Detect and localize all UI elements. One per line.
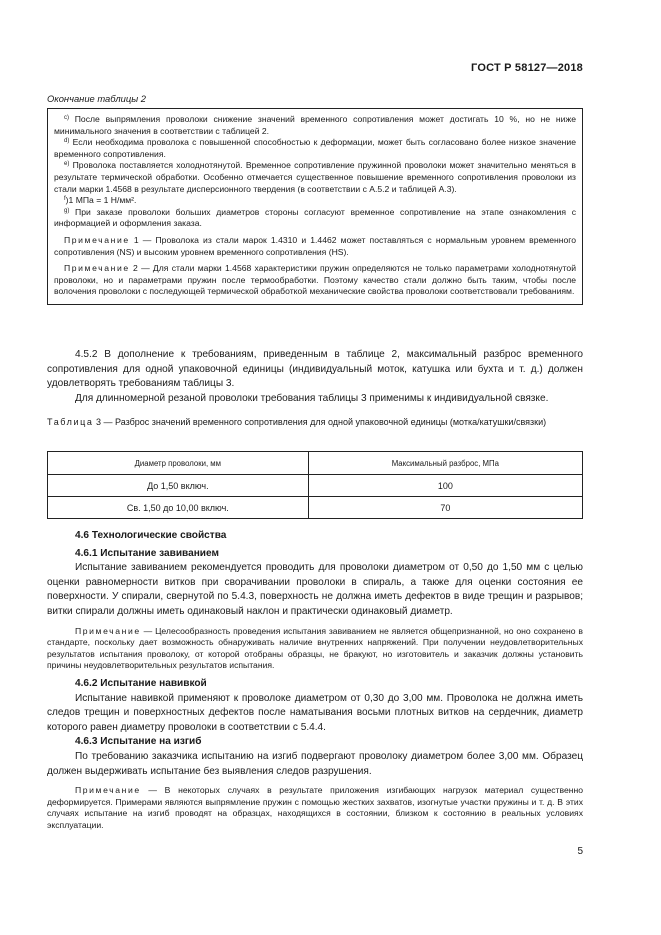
footnote-e: $^{e)}$ Проволока поставляется холоднотянутой. Временное сопротивление пружинной проволоки может значительно меняться в результате термической обработки. Особенно отмечается существенное повышение временного сопротивления проволоки из стали марки 1.4568 в результате дисперсионного твердения (в соответствии с А.5.2 и таблицей А.3). bbox=[54, 160, 576, 194]
paragraph-4-5-2-bundle: Для длинномерной резаной проволоки требования таблицы 3 применимы к индивидуальной связке. bbox=[75, 392, 549, 404]
table2-note-1: Примечание 1 — Проволока из стали марок 1.4310 и 1.4462 может поставляться с нормальным уровнем временного сопротивления (NS) и высоким уровнем временного сопротивления (HS). bbox=[54, 234, 576, 257]
paragraph-4-5-2: 4.5.2 В дополнение к требованиям, приведенным в таблице 2, максимальный разброс временного сопротивления для одной упаковочной единицы (индивидуальный моток, катушка или бухта и т. д.) должен удовлетворять требованиям таблицы 3. bbox=[47, 349, 583, 390]
table-header-row bbox=[48, 452, 583, 475]
heading-4-6-2: 4.6.2 Испытание навивкой bbox=[75, 677, 207, 689]
footnote-f: $^f$)1 МПа = 1 Н/мм². bbox=[64, 195, 137, 206]
note-4-6-1: Примечание — Целесообразность проведения испытания завиванием не является общепризнанной, но оно сохранено в стандарте, поскольку дает возможность обнаруживать наличие внутренних напряжений. При получении неудовлетворительных результатов испытания проволоку, от которой отобраны образцы, не бракуют, но изготовитель и заказчик должны установить причины неудовлетворительных результатов испытания. bbox=[47, 625, 583, 671]
paragraph-4-6-2: Испытание навивкой применяют к проволоке диаметром от 0,30 до 3,00 мм. Проволока не должна иметь следов трещин и поверхностных дефектов после наматывания восьми плотных витков на сердечник, диаметр которого равен диаметру проволоки в соответствии с 5.4.4. bbox=[47, 692, 583, 733]
table2-footnotes-box bbox=[47, 108, 583, 305]
page-number: 5 bbox=[577, 846, 583, 857]
heading-4-6-3: 4.6.3 Испытание на изгиб bbox=[75, 736, 202, 748]
heading-4-6: 4.6 Технологические свойства bbox=[75, 530, 227, 541]
table2-note-2: Примечание 2 — Для стали марки 1.4568 характеристики пружин определяются не только параметрами холоднотянутой проволоки, но и параметрами пружин после термообработки. Поэтому качество стали должно быть таким, чтобы после волочения проволоки с последующей термической обработкой механические свойства проволоки соответствовали требованиям. bbox=[54, 263, 576, 297]
table-row bbox=[48, 497, 583, 519]
standard-header: ГОСТ Р 58127—2018 bbox=[471, 62, 583, 74]
footnote-g: $^{g)}$ При заказе проволоки больших диаметров стороны согласуют временное сопротивление на этапе ознакомления с информацией и оформления заказа. bbox=[54, 206, 576, 229]
table3-caption: Таблица 3 — Разброс значений временного сопротивления для одной упаковочной единицы (мотка/катушки/связки) bbox=[47, 417, 547, 427]
section-4-5-2 bbox=[47, 348, 583, 406]
cell-diameter: До 1,50 включ. bbox=[48, 475, 309, 497]
cell-diameter: Св. 1,50 до 10,00 включ. bbox=[48, 497, 309, 519]
paragraph-4-6-1: Испытание завиванием рекомендуется проводить для проволоки диаметром от 0,50 до 1,50 мм с целью оценки равномерности витков при сворачивании проволоки в спираль, а также для оценки состояния ее поверхности. У спирали, свернутой по 5.4.3, поверхность не должна иметь дефектов в виде трещин и разрывов; витки спирали должны иметь одинаковый наклон и практически одинаковый диаметр. bbox=[47, 562, 583, 617]
footnote-c: $^{c)}$ После выпрямления проволоки снижение значений временного сопротивления может достигать 10 %, но не ниже минимального значения в соответствии с таблицей 2. bbox=[54, 114, 576, 136]
note-4-6-3: Примечание — В некоторых случаях в результате приложения изгибающих нагрузок материал существенно деформируется. Примерами являются выпрямление пружин с помощью жестких захватов, изогнутые участки пружины и т. д. В этих случаях испытание на изгиб проводят на образцах, находящихся в состоянии, близком к состоянию в реальных условиях эксплуатации. bbox=[47, 785, 583, 830]
footnote-d: $^{d)}$ Если необходима проволока с повышенной способностью к деформации, может быть согласовано более низкое значение временного сопротивления. bbox=[54, 137, 576, 159]
section-4-6 bbox=[47, 529, 583, 831]
column-header-max-spread: Максимальный разброс, МПа bbox=[308, 452, 582, 475]
cell-max-spread: 100 bbox=[308, 475, 582, 497]
table3 bbox=[47, 451, 583, 519]
heading-4-6-1: 4.6.1 Испытание завиванием bbox=[75, 547, 219, 559]
cell-max-spread: 70 bbox=[308, 497, 582, 519]
column-header-diameter: Диаметр проволоки, мм bbox=[48, 452, 309, 475]
table-row bbox=[48, 475, 583, 497]
paragraph-4-6-3: По требованию заказчика испытанию на изгиб подвергают проволоку диаметром более 3,00 мм. Образец должен выдерживать испытание без выявления следов разрушения. bbox=[47, 750, 583, 777]
table-continuation-label: Окончание таблицы 2 bbox=[47, 93, 146, 104]
